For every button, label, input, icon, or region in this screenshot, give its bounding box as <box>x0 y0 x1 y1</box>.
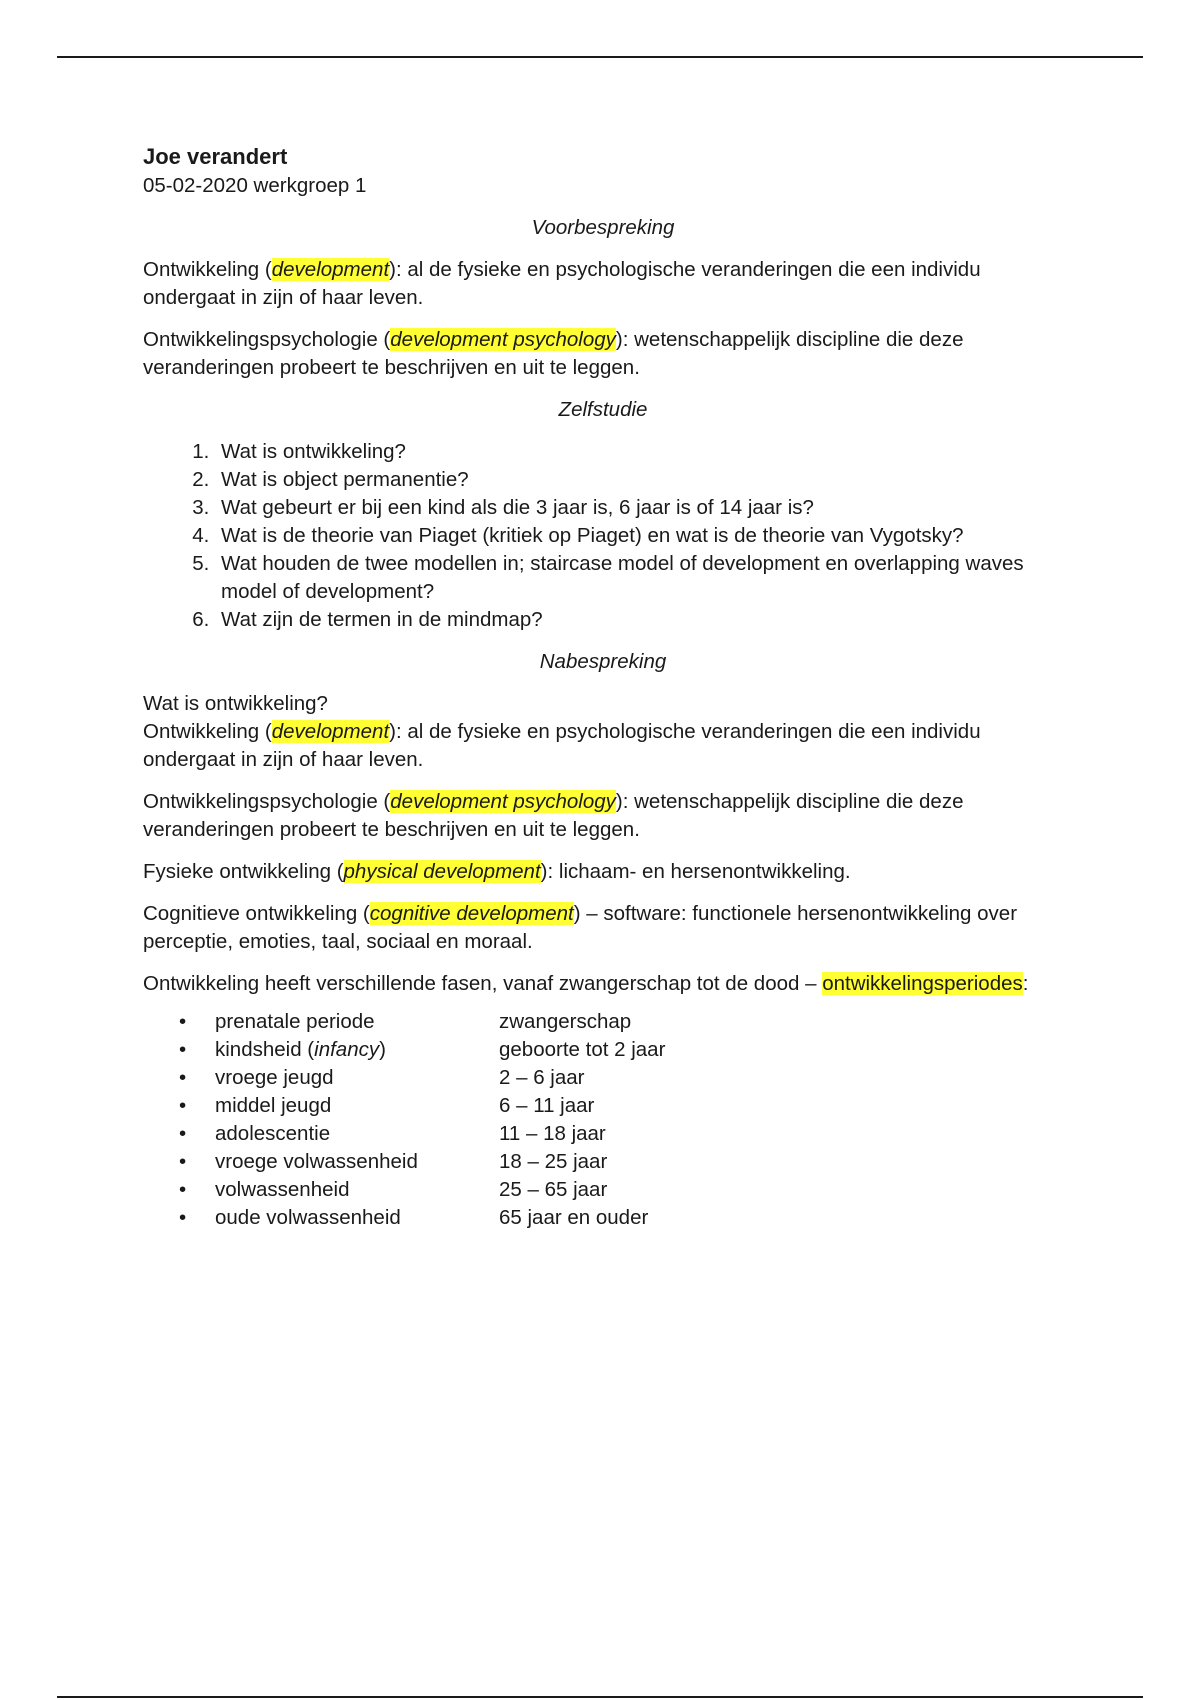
list-item: 2. Wat is object permanentie? <box>215 466 1063 494</box>
list-item: 5. Wat houden de twee modellen in; staircase model of development en overlapping waves model of development? <box>215 550 1063 606</box>
text: ) – software: functionele hersenontwikkeling over perceptie, emoties, taal, sociaal en moraal. <box>143 902 1018 953</box>
text: : <box>1022 972 1029 995</box>
period-item <box>143 1120 1063 1148</box>
document-body <box>143 142 1063 1232</box>
period-item <box>143 1036 1063 1064</box>
bullet-icon: • <box>179 1094 187 1117</box>
period-range: 11 – 18 jaar <box>499 1122 606 1145</box>
list-item: 3. Wat gebeurt er bij een kind als die 3 jaar is, 6 jaar is of 14 jaar is? <box>215 494 1063 522</box>
list-item: 1. Wat is ontwikkeling? <box>215 438 1063 466</box>
section-heading-voorbespreking: Voorbespreking <box>531 216 675 239</box>
bullet-icon: • <box>179 1206 187 1229</box>
text: ): wetenschappelijk discipline die deze veranderingen probeert te beschrijven en uit te leggen. <box>143 328 964 379</box>
period-list <box>143 1008 1063 1232</box>
highlighted-term: development psychology <box>390 328 616 351</box>
period-name-english: infancy <box>314 1038 380 1061</box>
period-name: adolescentie <box>215 1122 331 1145</box>
paragraph-definition-development <box>143 256 1063 312</box>
text: Fysieke ontwikkeling ( <box>143 860 344 883</box>
bullet-icon: • <box>179 1122 187 1145</box>
period-range: geboorte tot 2 jaar <box>499 1038 666 1061</box>
period-name <box>215 1036 499 1064</box>
text: Ontwikkeling ( <box>143 258 272 281</box>
text: Ontwikkelingspsychologie ( <box>143 790 391 813</box>
highlighted-term: cognitive development <box>369 902 574 925</box>
text: ): al de fysieke en psychologische veranderingen die een individu ondergaat in zijn of haar leven. <box>143 258 981 309</box>
section-heading-zelfstudie: Zelfstudie <box>558 398 648 421</box>
highlighted-term: ontwikkelingsperiodes <box>822 972 1023 995</box>
bullet-icon: • <box>179 1150 187 1173</box>
bullet-icon: • <box>179 1010 187 1033</box>
header-rule <box>57 56 1143 58</box>
list-item: 6. Wat zijn de termen in de mindmap? <box>215 606 1063 634</box>
paragraph-development-periods <box>143 970 1063 998</box>
highlighted-term: development <box>271 258 390 281</box>
period-range: zwangerschap <box>499 1010 632 1033</box>
period-range: 6 – 11 jaar <box>499 1094 595 1117</box>
period-item <box>143 1092 1063 1120</box>
text: ): al de fysieke en psychologische veranderingen die een individu ondergaat in zijn of haar leven. <box>143 720 981 771</box>
paragraph-cognitive-development <box>143 900 1063 956</box>
period-item <box>143 1204 1063 1232</box>
highlighted-term: development <box>271 720 390 743</box>
period-name: volwassenheid <box>215 1178 350 1201</box>
document-title: Joe verandert <box>143 144 288 169</box>
period-name: prenatale periode <box>215 1010 375 1033</box>
question-list <box>143 438 1063 634</box>
period-item <box>143 1176 1063 1204</box>
paragraph-definition-development-psychology <box>143 326 1063 382</box>
period-name-text: ) <box>379 1038 386 1061</box>
bullet-icon: • <box>179 1178 187 1201</box>
text: Ontwikkeling ( <box>143 720 272 743</box>
period-range: 18 – 25 jaar <box>499 1150 608 1173</box>
footer-rule <box>57 1696 1143 1698</box>
period-name: vroege jeugd <box>215 1066 334 1089</box>
period-item <box>143 1064 1063 1092</box>
text: Ontwikkeling heeft verschillende fasen, vanaf zwangerschap tot de dood – <box>143 972 823 995</box>
section-heading-nabespreking: Nabespreking <box>539 650 667 673</box>
list-item: 4. Wat is de theorie van Piaget (kritiek op Piaget) en wat is de theorie van Vygotsky? <box>215 522 1063 550</box>
bullet-icon: • <box>179 1038 187 1061</box>
text: Cognitieve ontwikkeling ( <box>143 902 370 925</box>
nabespreking-question: Wat is ontwikkeling? <box>143 692 328 715</box>
paragraph-definition-development-psychology <box>143 788 1063 844</box>
period-name: middel jeugd <box>215 1094 332 1117</box>
text: ): wetenschappelijk discipline die deze veranderingen probeert te beschrijven en uit te leggen. <box>143 790 964 841</box>
period-range: 65 jaar en ouder <box>499 1206 649 1229</box>
paragraph-definition-development <box>143 718 1063 774</box>
period-range: 25 – 65 jaar <box>499 1178 608 1201</box>
period-range: 2 – 6 jaar <box>499 1066 585 1089</box>
period-name: vroege volwassenheid <box>215 1150 418 1173</box>
bullet-icon: • <box>179 1066 187 1089</box>
highlighted-term: development psychology <box>390 790 616 813</box>
text: ): lichaam- en hersenontwikkeling. <box>540 860 851 883</box>
highlighted-term: physical development <box>343 860 541 883</box>
period-item <box>143 1148 1063 1176</box>
period-item <box>143 1008 1063 1036</box>
text: Ontwikkelingspsychologie ( <box>143 328 391 351</box>
period-name: oude volwassenheid <box>215 1206 401 1229</box>
document-subtitle: 05-02-2020 werkgroep 1 <box>143 174 367 197</box>
paragraph-physical-development <box>143 858 1063 886</box>
period-name-text: kindsheid ( <box>215 1038 315 1061</box>
